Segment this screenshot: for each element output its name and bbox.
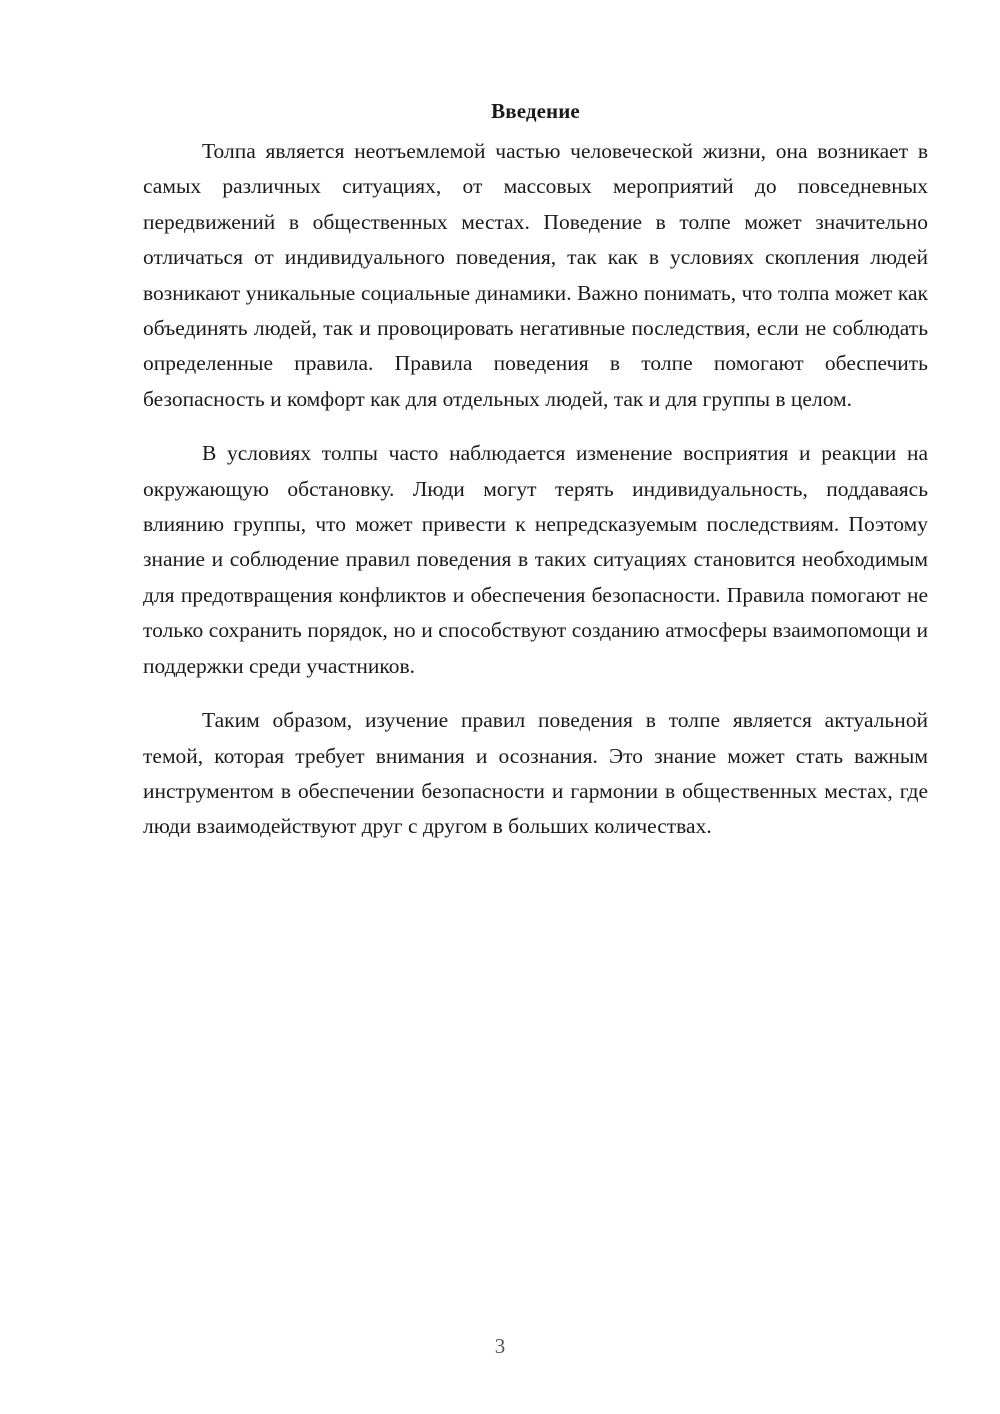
page-content: [143, 94, 928, 845]
paragraph-2: В условиях толпы часто наблюдается изменение восприятия и реакции на окружающую обстановку. Люди могут терять индивидуальность, поддаваясь влиянию группы, что может привести к непредсказуемым последствиям. Поэтому знание и соблюдение правил поведения в таких ситуациях становится необходимым для предотвращения конфликтов и обеспечения безопасности. Правила помогают не только сохранить порядок, но и способствуют созданию атмосферы взаимопомощи и поддержки среди участников.: [143, 441, 928, 678]
paragraph-1: Толпа является неотъемлемой частью человеческой жизни, она возникает в самых различных ситуациях, от массовых мероприятий до повседневных передвижений в общественных местах. Поведение в толпе может значительно отличаться от индивидуального поведения, так как в условиях скопления людей возникают уникальные социальные динамики. Важно понимать, что толпа может как объединять людей, так и провоцировать негативные последствия, если не соблюдать определенные правила. Правила поведения в толпе помогают обеспечить безопасность и комфорт как для отдельных людей, так и для группы в целом.: [143, 139, 928, 411]
paragraph-3: Таким образом, изучение правил поведения в толпе является актуальной темой, которая требует внимания и осознания. Это знание может стать важным инструментом в обеспечении безопасности и гармонии в общественных местах, где люди взаимодействуют друг с другом в больших количествах.: [143, 708, 928, 839]
section-heading: Введение: [491, 99, 580, 123]
page-number: 3: [494, 1334, 506, 1358]
